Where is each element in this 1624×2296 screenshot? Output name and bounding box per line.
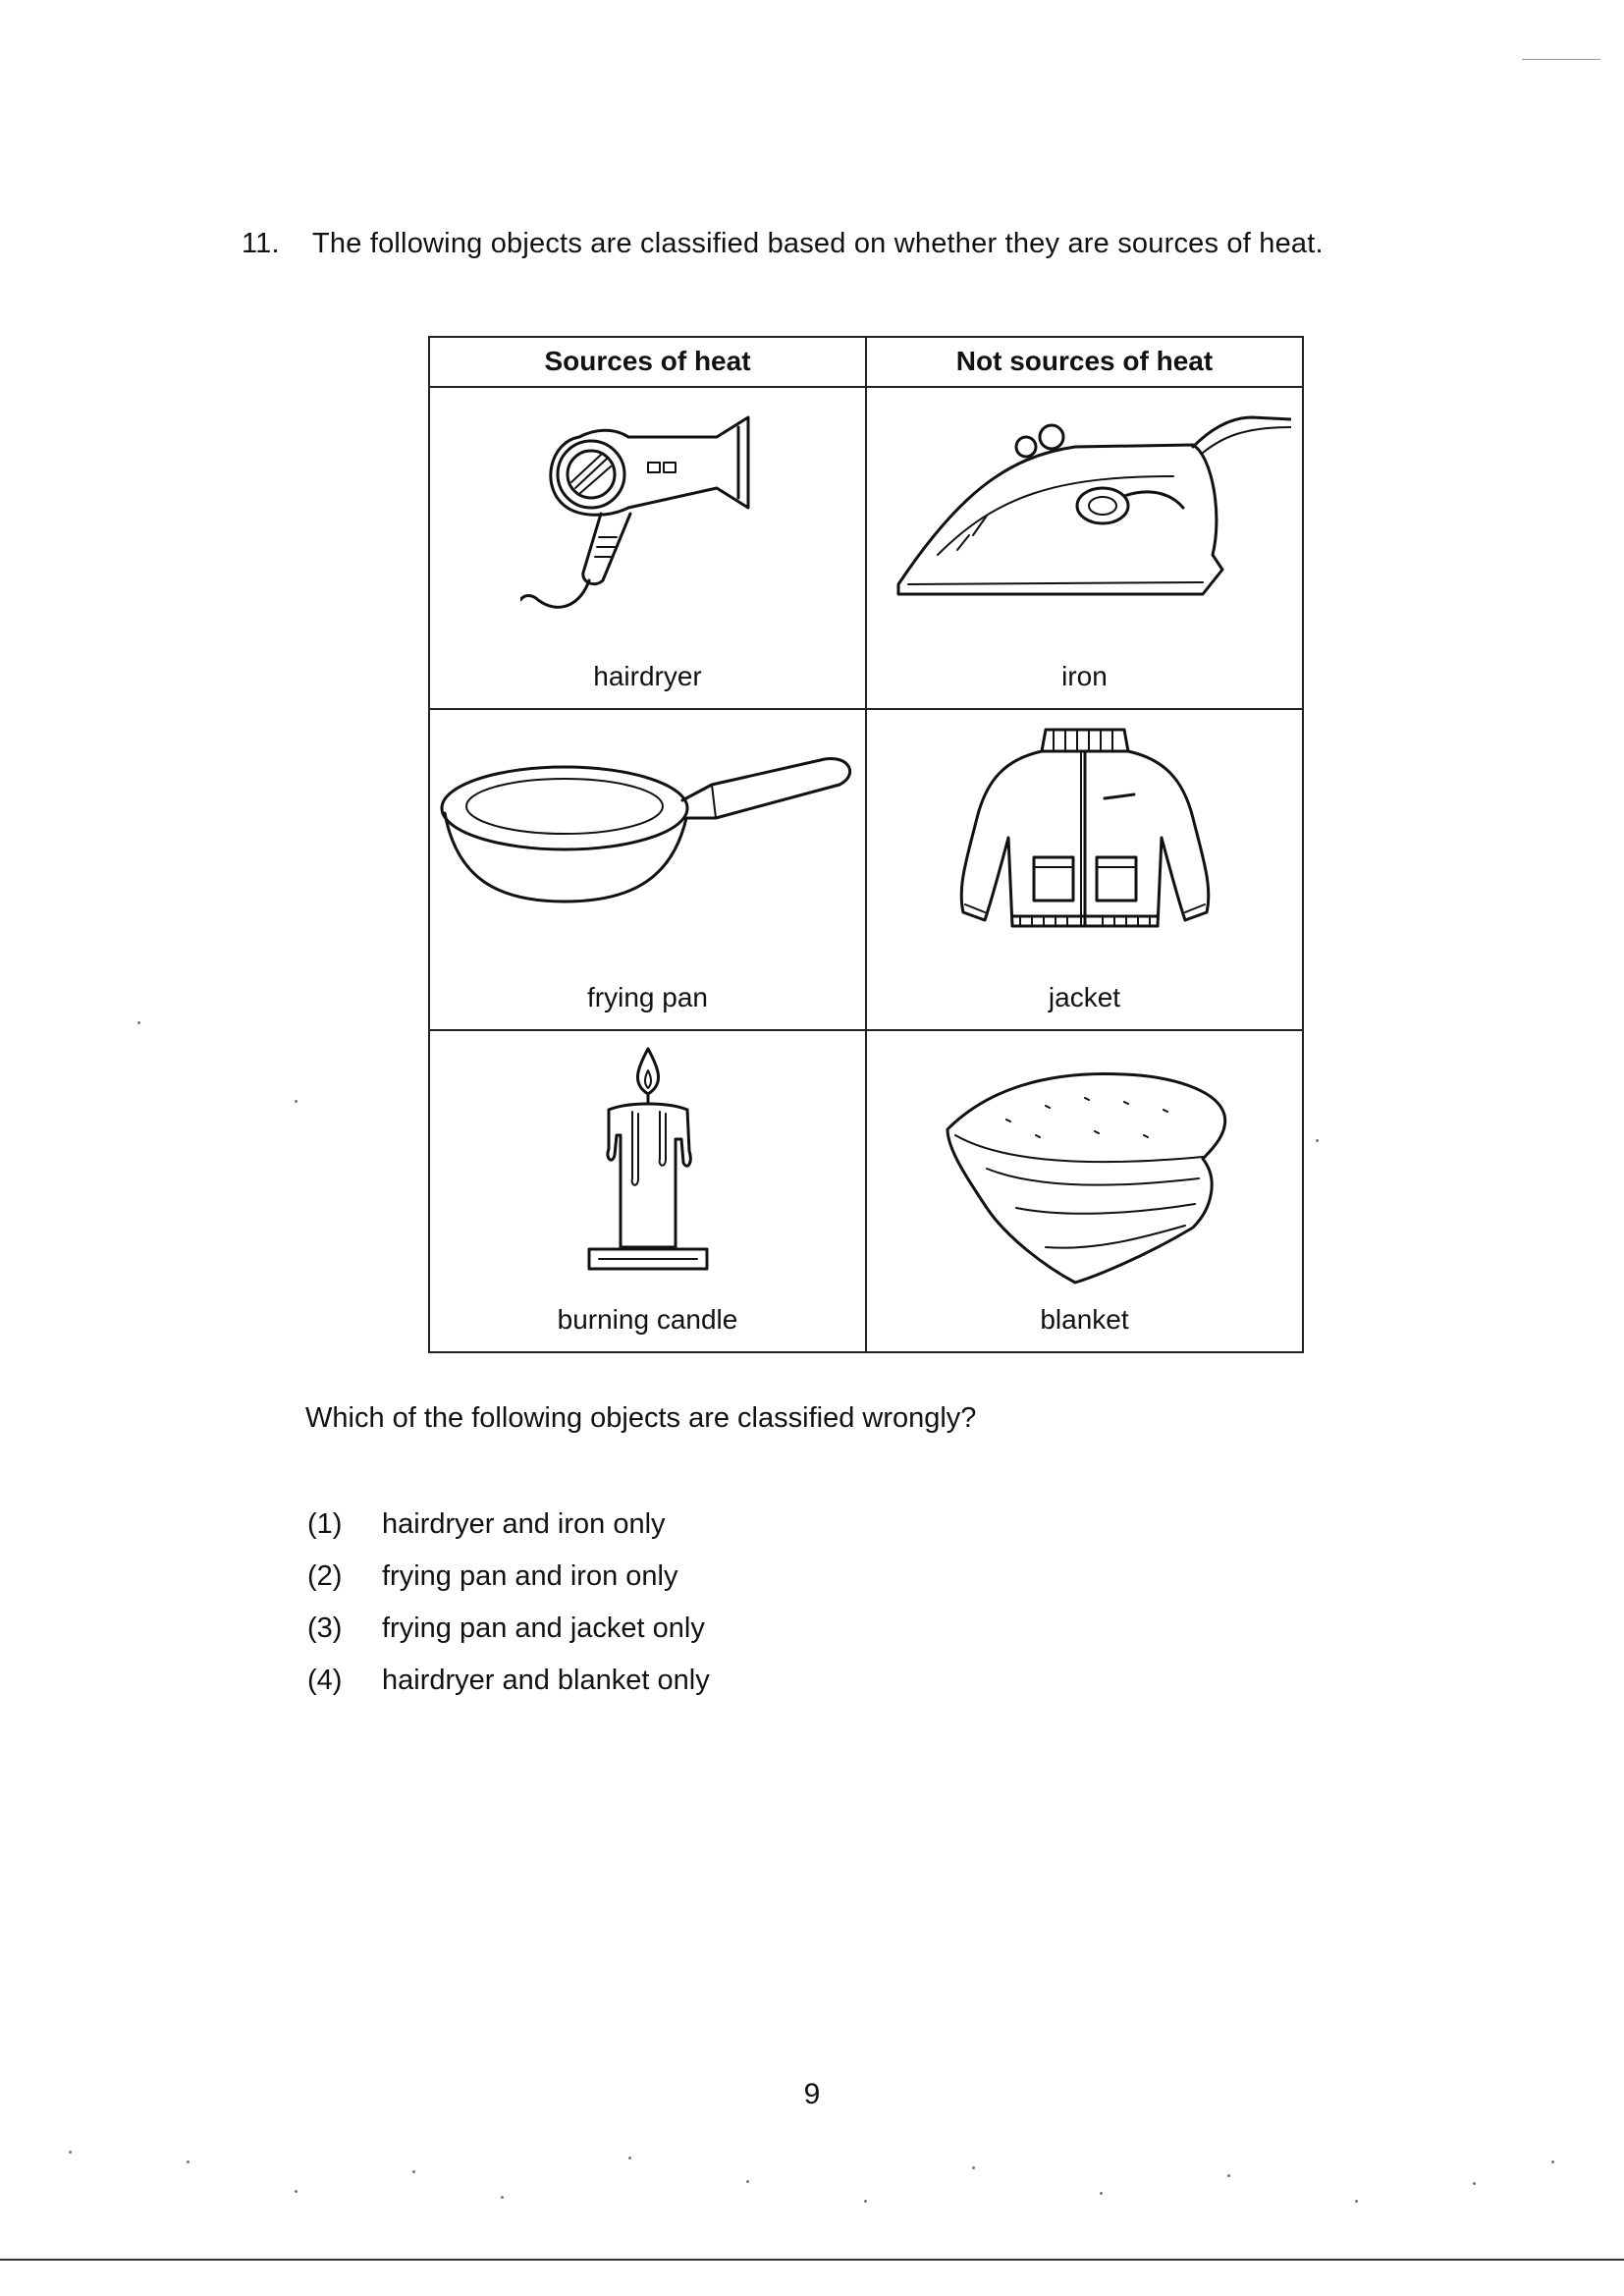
- option-2[interactable]: [307, 1557, 710, 1609]
- candle-icon: [550, 1041, 746, 1286]
- page-bottom-rule: [0, 2259, 1624, 2261]
- question-text: The following objects are classified based on whether they are sources of heat.: [312, 228, 1324, 259]
- header-sources-of-heat: Sources of heat: [429, 337, 866, 387]
- cell-frying-pan: [429, 709, 866, 1031]
- answer-options: [307, 1504, 710, 1713]
- label-iron: iron: [1061, 660, 1108, 691]
- option-1[interactable]: [307, 1504, 710, 1557]
- cell-burning-candle: [429, 1030, 866, 1352]
- cell-jacket: [866, 709, 1303, 1031]
- question-prompt: Which of the following objects are classified wrongly?: [305, 1402, 977, 1434]
- cell-iron: [866, 387, 1303, 709]
- hairdryer-icon: [520, 398, 776, 624]
- label-frying-pan: frying pan: [587, 982, 708, 1013]
- label-blanket: blanket: [1040, 1304, 1129, 1335]
- blanket-icon: [928, 1041, 1242, 1286]
- option-text: hairdryer and blanket only: [382, 1665, 710, 1696]
- option-4[interactable]: [307, 1661, 710, 1713]
- question-stem: [242, 228, 1324, 260]
- frying-pan-icon: [437, 720, 859, 916]
- label-hairdryer: hairdryer: [593, 660, 702, 691]
- cell-blanket: [866, 1030, 1303, 1352]
- iron-icon: [879, 398, 1291, 614]
- option-number: (3): [307, 1613, 343, 1644]
- cell-hairdryer: [429, 387, 866, 709]
- corner-scan-mark: [1522, 59, 1600, 60]
- option-3[interactable]: [307, 1609, 710, 1661]
- option-number: (2): [307, 1560, 343, 1592]
- option-text: frying pan and jacket only: [382, 1613, 705, 1644]
- classification-table: [428, 336, 1304, 1353]
- label-jacket: jacket: [1048, 982, 1121, 1013]
- header-not-sources-of-heat: Not sources of heat: [866, 337, 1303, 387]
- label-burning-candle: burning candle: [557, 1304, 738, 1335]
- option-text: hairdryer and iron only: [382, 1508, 666, 1540]
- option-number: (1): [307, 1508, 343, 1540]
- option-number: (4): [307, 1665, 343, 1696]
- page-number: 9: [803, 2078, 821, 2110]
- jacket-icon: [938, 720, 1232, 946]
- question-number: 11.: [242, 228, 280, 259]
- option-text: frying pan and iron only: [382, 1560, 678, 1592]
